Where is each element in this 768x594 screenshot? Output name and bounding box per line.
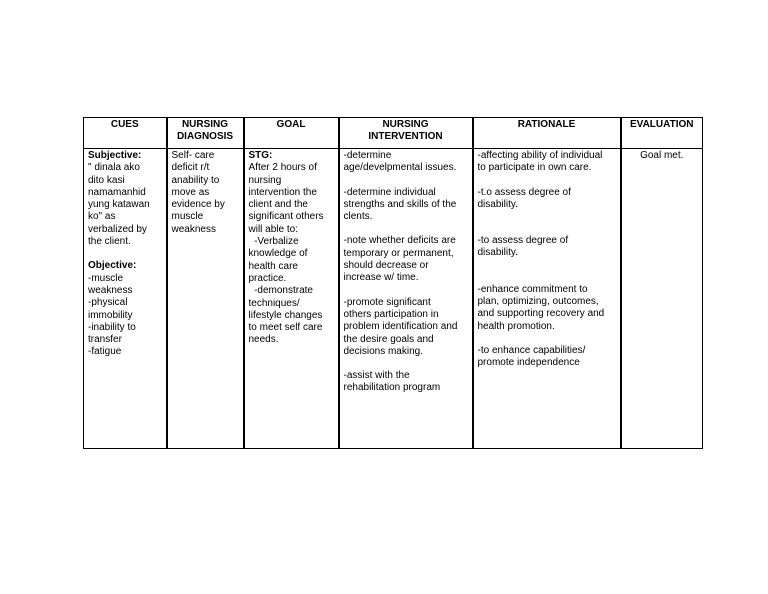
header-nursing-intervention (339, 118, 473, 149)
goal-stg-label: STG: (248, 150, 273, 161)
header-cues-label: CUES (110, 119, 139, 130)
rationale-item: -enhance commitment to plan, optimizing, outcomes, and supporting recovery and health promotion. (477, 283, 605, 332)
header-intervention-line1: NURSING (382, 119, 429, 130)
rationale-item: -affecting ability of individual to participate in own care. (477, 150, 603, 174)
rationale-item: -t.o assess degree of disability. (477, 186, 571, 210)
objective-text: -muscle weakness -physical immobility -inability to transfer -fatigue (88, 272, 136, 358)
cell-rationale (473, 149, 621, 449)
intervention-item: -note whether deficits are temporary or permanent, should decrease or increase w/ time. (343, 235, 456, 284)
header-cues (84, 118, 167, 149)
goal-item-2: -demonstrate techniques/ lifestyle changes to meet self care needs. (248, 285, 323, 346)
header-rationale (473, 118, 621, 149)
subjective-label: Subjective: (88, 150, 142, 161)
content-row (84, 149, 703, 449)
cell-evaluation (621, 149, 703, 449)
cell-cues (84, 149, 167, 449)
cell-intervention (339, 149, 473, 449)
nursing-care-plan-table (83, 117, 703, 449)
intervention-item: -assist with the rehabilitation program (343, 370, 441, 394)
header-diagnosis-line1: NURSING (181, 119, 229, 130)
header-diagnosis-line2: DIAGNOSIS (176, 131, 234, 142)
header-goal-label: GOAL (276, 119, 306, 130)
header-evaluation (621, 118, 703, 149)
cell-goal (244, 149, 339, 449)
evaluation-text: Goal met. (640, 150, 684, 161)
rationale-item: -to assess degree of disability. (477, 235, 569, 259)
intervention-item: -determine age/develpmental issues. (343, 150, 457, 174)
intervention-item: -determine individual strengths and skills of the clents. (343, 186, 457, 223)
goal-item-1: -Verbalize knowledge of health care practice. (248, 236, 308, 284)
header-nursing-diagnosis (167, 118, 244, 149)
intervention-item: -promote significant others participation in problem identification and the desire goals and decisions making. (343, 296, 458, 357)
cell-diagnosis (167, 149, 244, 449)
header-row (84, 118, 703, 149)
goal-intro: After 2 hours of nursing intervention the client and the significant others will able to: (248, 162, 324, 235)
rationale-item: -to enhance capabilities/ promote independence (477, 344, 586, 369)
objective-label: Objective: (88, 260, 137, 272)
diagnosis-text: Self- care deficit r/t anability to move as evidence by muscle weakness (171, 150, 225, 235)
header-intervention-line2: INTERVENTION (368, 131, 443, 142)
subjective-text: " dinala ako dito kasi namamanhid yung katawan ko" as verbalized by the client. (88, 162, 150, 248)
header-goal (244, 118, 339, 149)
header-evaluation-label: EVALUATION (629, 119, 694, 130)
header-rationale-label: RATIONALE (517, 119, 576, 130)
